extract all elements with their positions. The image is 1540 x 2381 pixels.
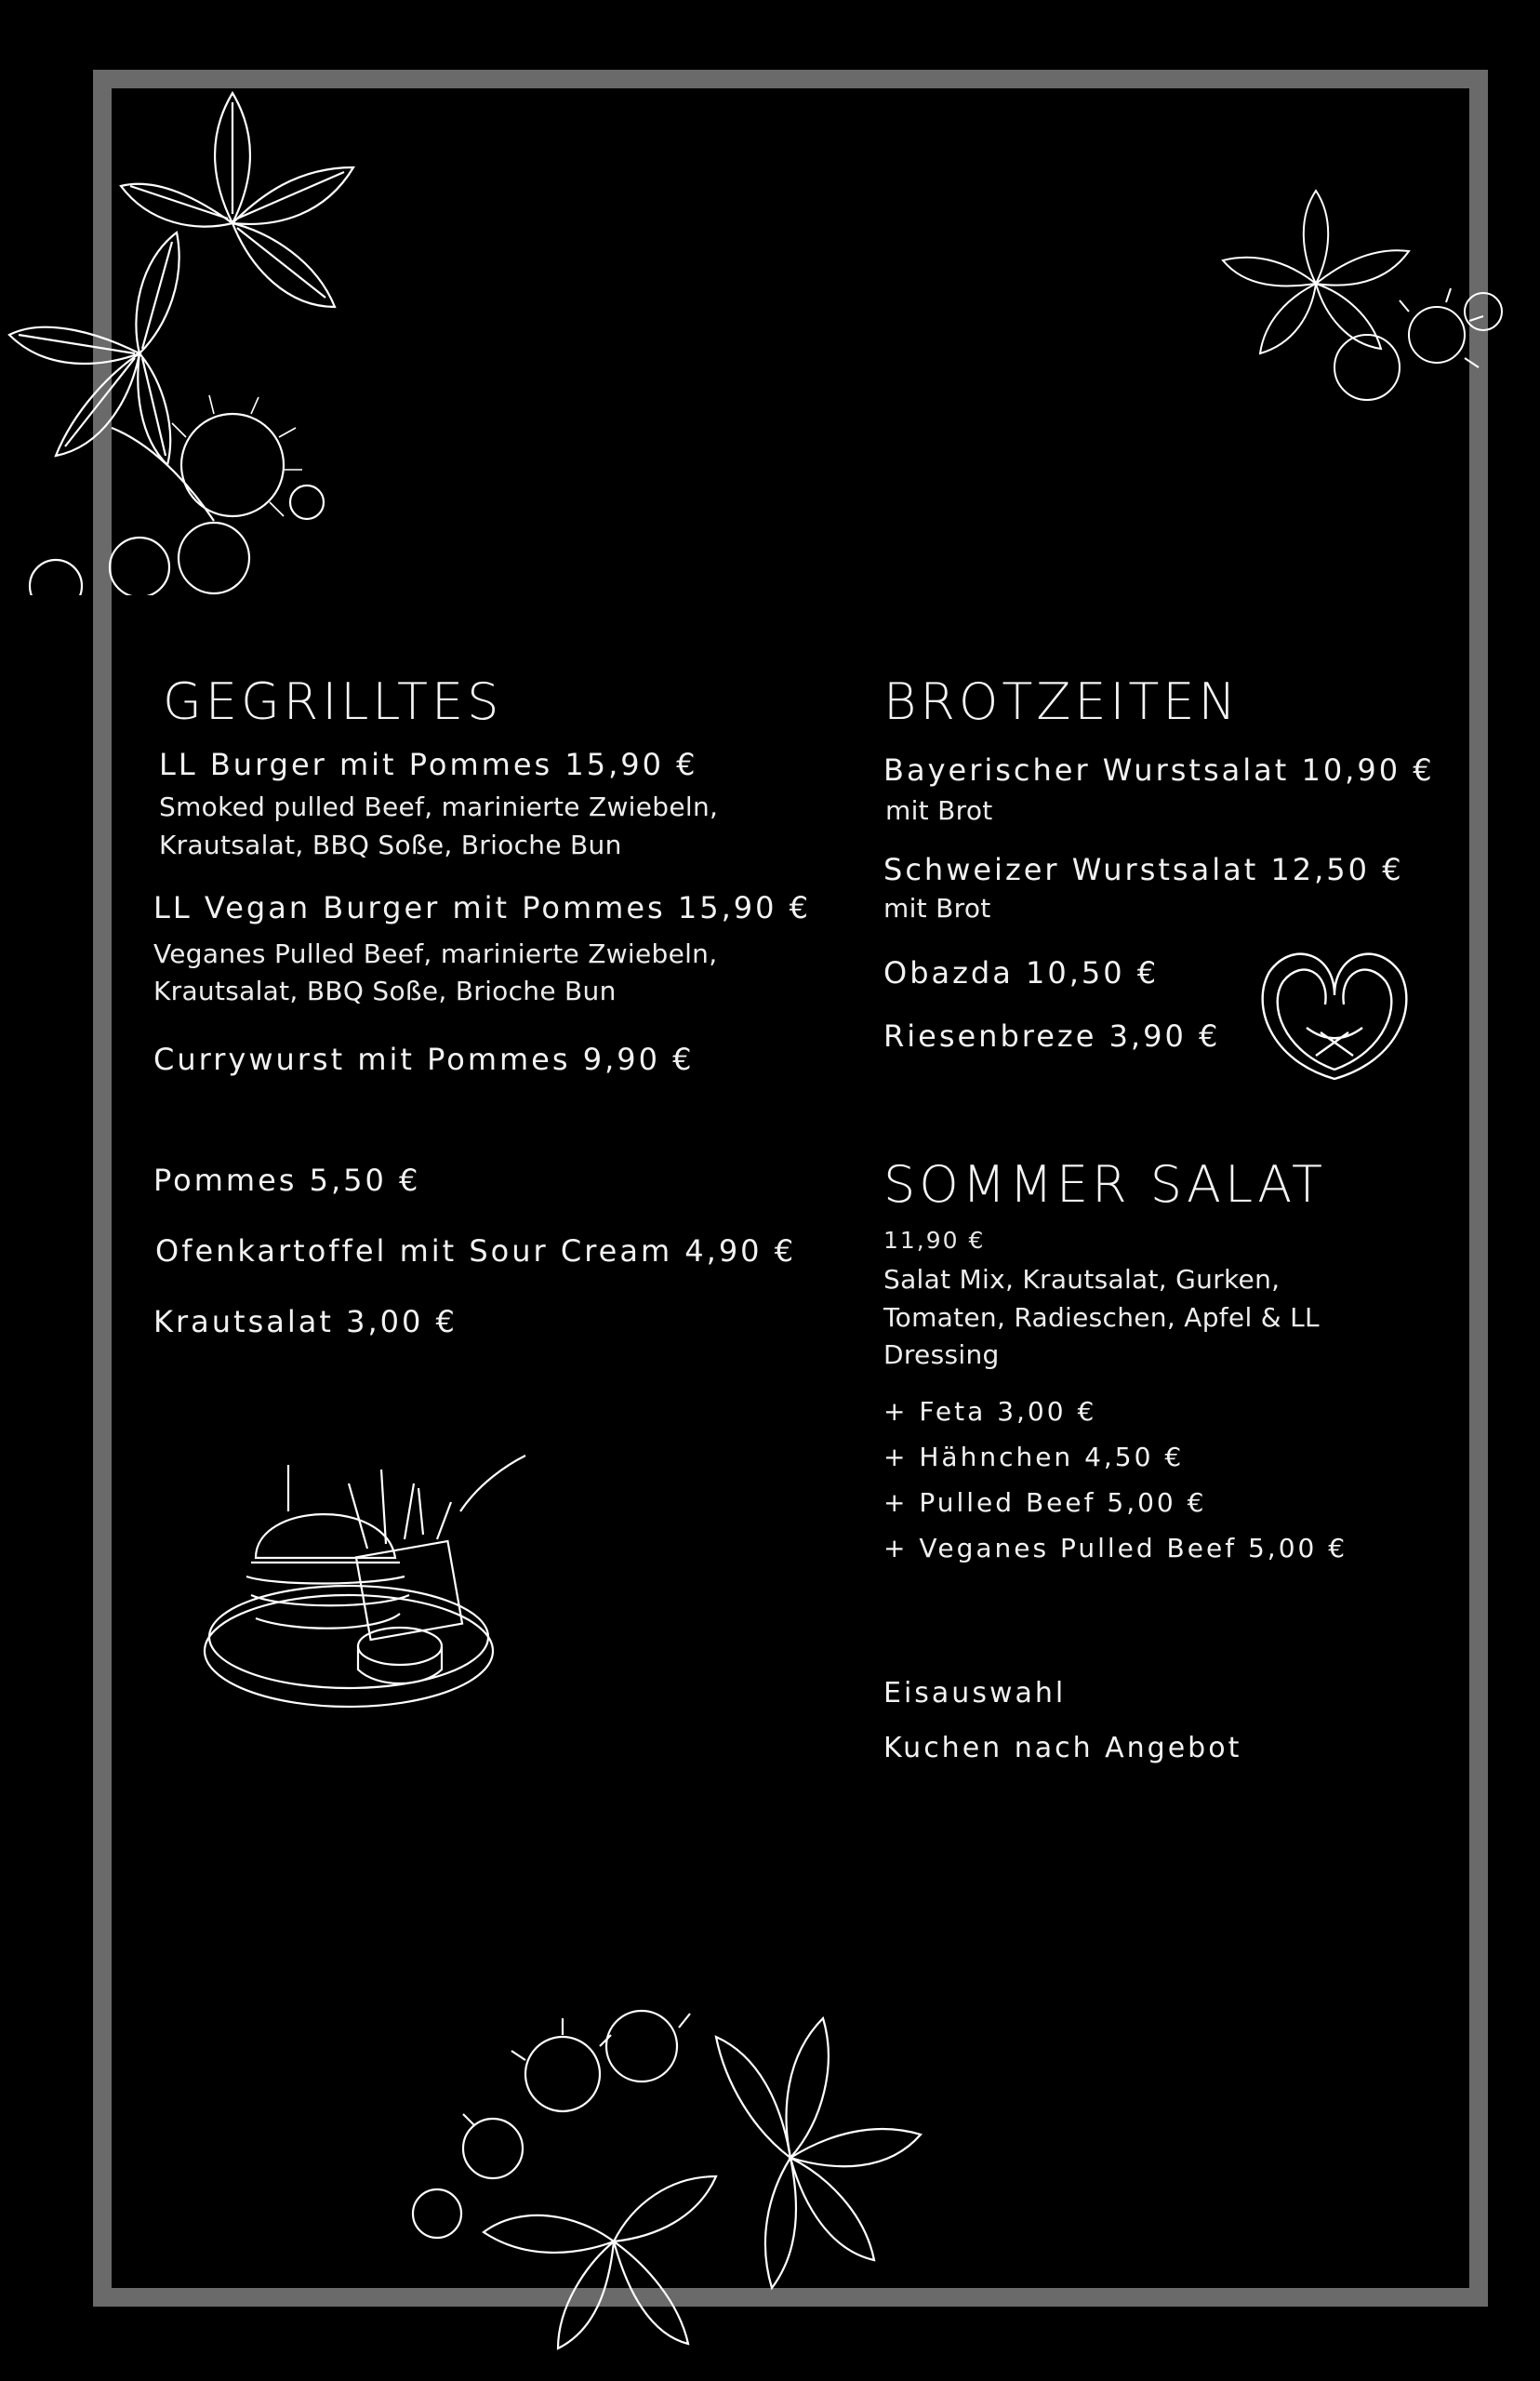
item-name: Schweizer Wurstsalat 12,50 € [883, 851, 1404, 887]
item-desc-block [883, 1261, 1441, 1375]
burger-fries-icon [200, 1446, 572, 1725]
extras-list [883, 1395, 1441, 1564]
brotzeiten-section [883, 674, 1441, 1766]
item-name: LL Vegan Burger mit Pommes 15,90 € [153, 889, 811, 925]
item-desc: Krautsalat, BBQ Soße, Brioche Bun [159, 829, 622, 860]
list-item: Kuchen nach Angebot [883, 1732, 1242, 1765]
item-price: 11,90 € [883, 1226, 986, 1254]
list-item: + Hähnchen 4,50 € [883, 1441, 1185, 1472]
item-desc: mit Brot [883, 892, 991, 924]
pretzel-icon [1251, 939, 1418, 1088]
gegrilltes-section [153, 674, 860, 1340]
sides-list [153, 1162, 860, 1340]
item-desc: Salat Mix, Krautsalat, Gurken, [883, 1263, 1281, 1295]
chestnut-leaves-icon [400, 1972, 976, 2362]
desserts-list [883, 1676, 1441, 1766]
item-name: LL Burger mit Pommes 15,90 € [159, 747, 698, 783]
item-desc: Krautsalat, BBQ Soße, Brioche Bun [153, 976, 617, 1007]
list-item: Ofenkartoffel mit Sour Cream 4,90 € [155, 1232, 797, 1269]
list-item: Pommes 5,50 € [153, 1162, 421, 1198]
menu-item [883, 851, 1441, 928]
item-desc: Dressing [883, 1339, 1000, 1371]
item-desc: Smoked pulled Beef, marinierte Zwiebeln, [159, 791, 719, 823]
item-name: Bayerischer Wurstsalat 10,90 € [883, 752, 1435, 789]
menu-item [159, 746, 860, 864]
list-item: Krautsalat 3,00 € [153, 1303, 458, 1339]
menu-item [883, 752, 1441, 831]
menu-item [153, 1041, 860, 1078]
item-name: Currywurst mit Pommes 9,90 € [153, 1041, 695, 1077]
section-title-brotzeiten: BROTZEITEN [883, 672, 1240, 731]
section-title-gegrilltes: GEGRILLTES [163, 672, 503, 731]
chestnut-leaves-icon [1139, 181, 1511, 423]
item-desc: Veganes Pulled Beef, marinierte Zwiebeln, [153, 938, 718, 969]
item-name: Obazda 10,50 € [883, 954, 1160, 991]
section-title-sommer-salat: SOMMER SALAT [883, 1154, 1327, 1214]
list-item: + Feta 3,00 € [883, 1395, 1097, 1427]
list-item: + Pulled Beef 5,00 € [883, 1486, 1207, 1518]
item-desc: Tomaten, Radieschen, Apfel & LL [883, 1301, 1320, 1333]
item-name: Riesenbreze 3,90 € [883, 1018, 1221, 1054]
item-desc: mit Brot [885, 795, 993, 827]
list-item: + Veganes Pulled Beef 5,00 € [883, 1532, 1348, 1563]
chestnut-leaves-icon [0, 74, 446, 595]
menu-item [153, 889, 860, 1011]
list-item: Eisauswahl [883, 1676, 1067, 1709]
